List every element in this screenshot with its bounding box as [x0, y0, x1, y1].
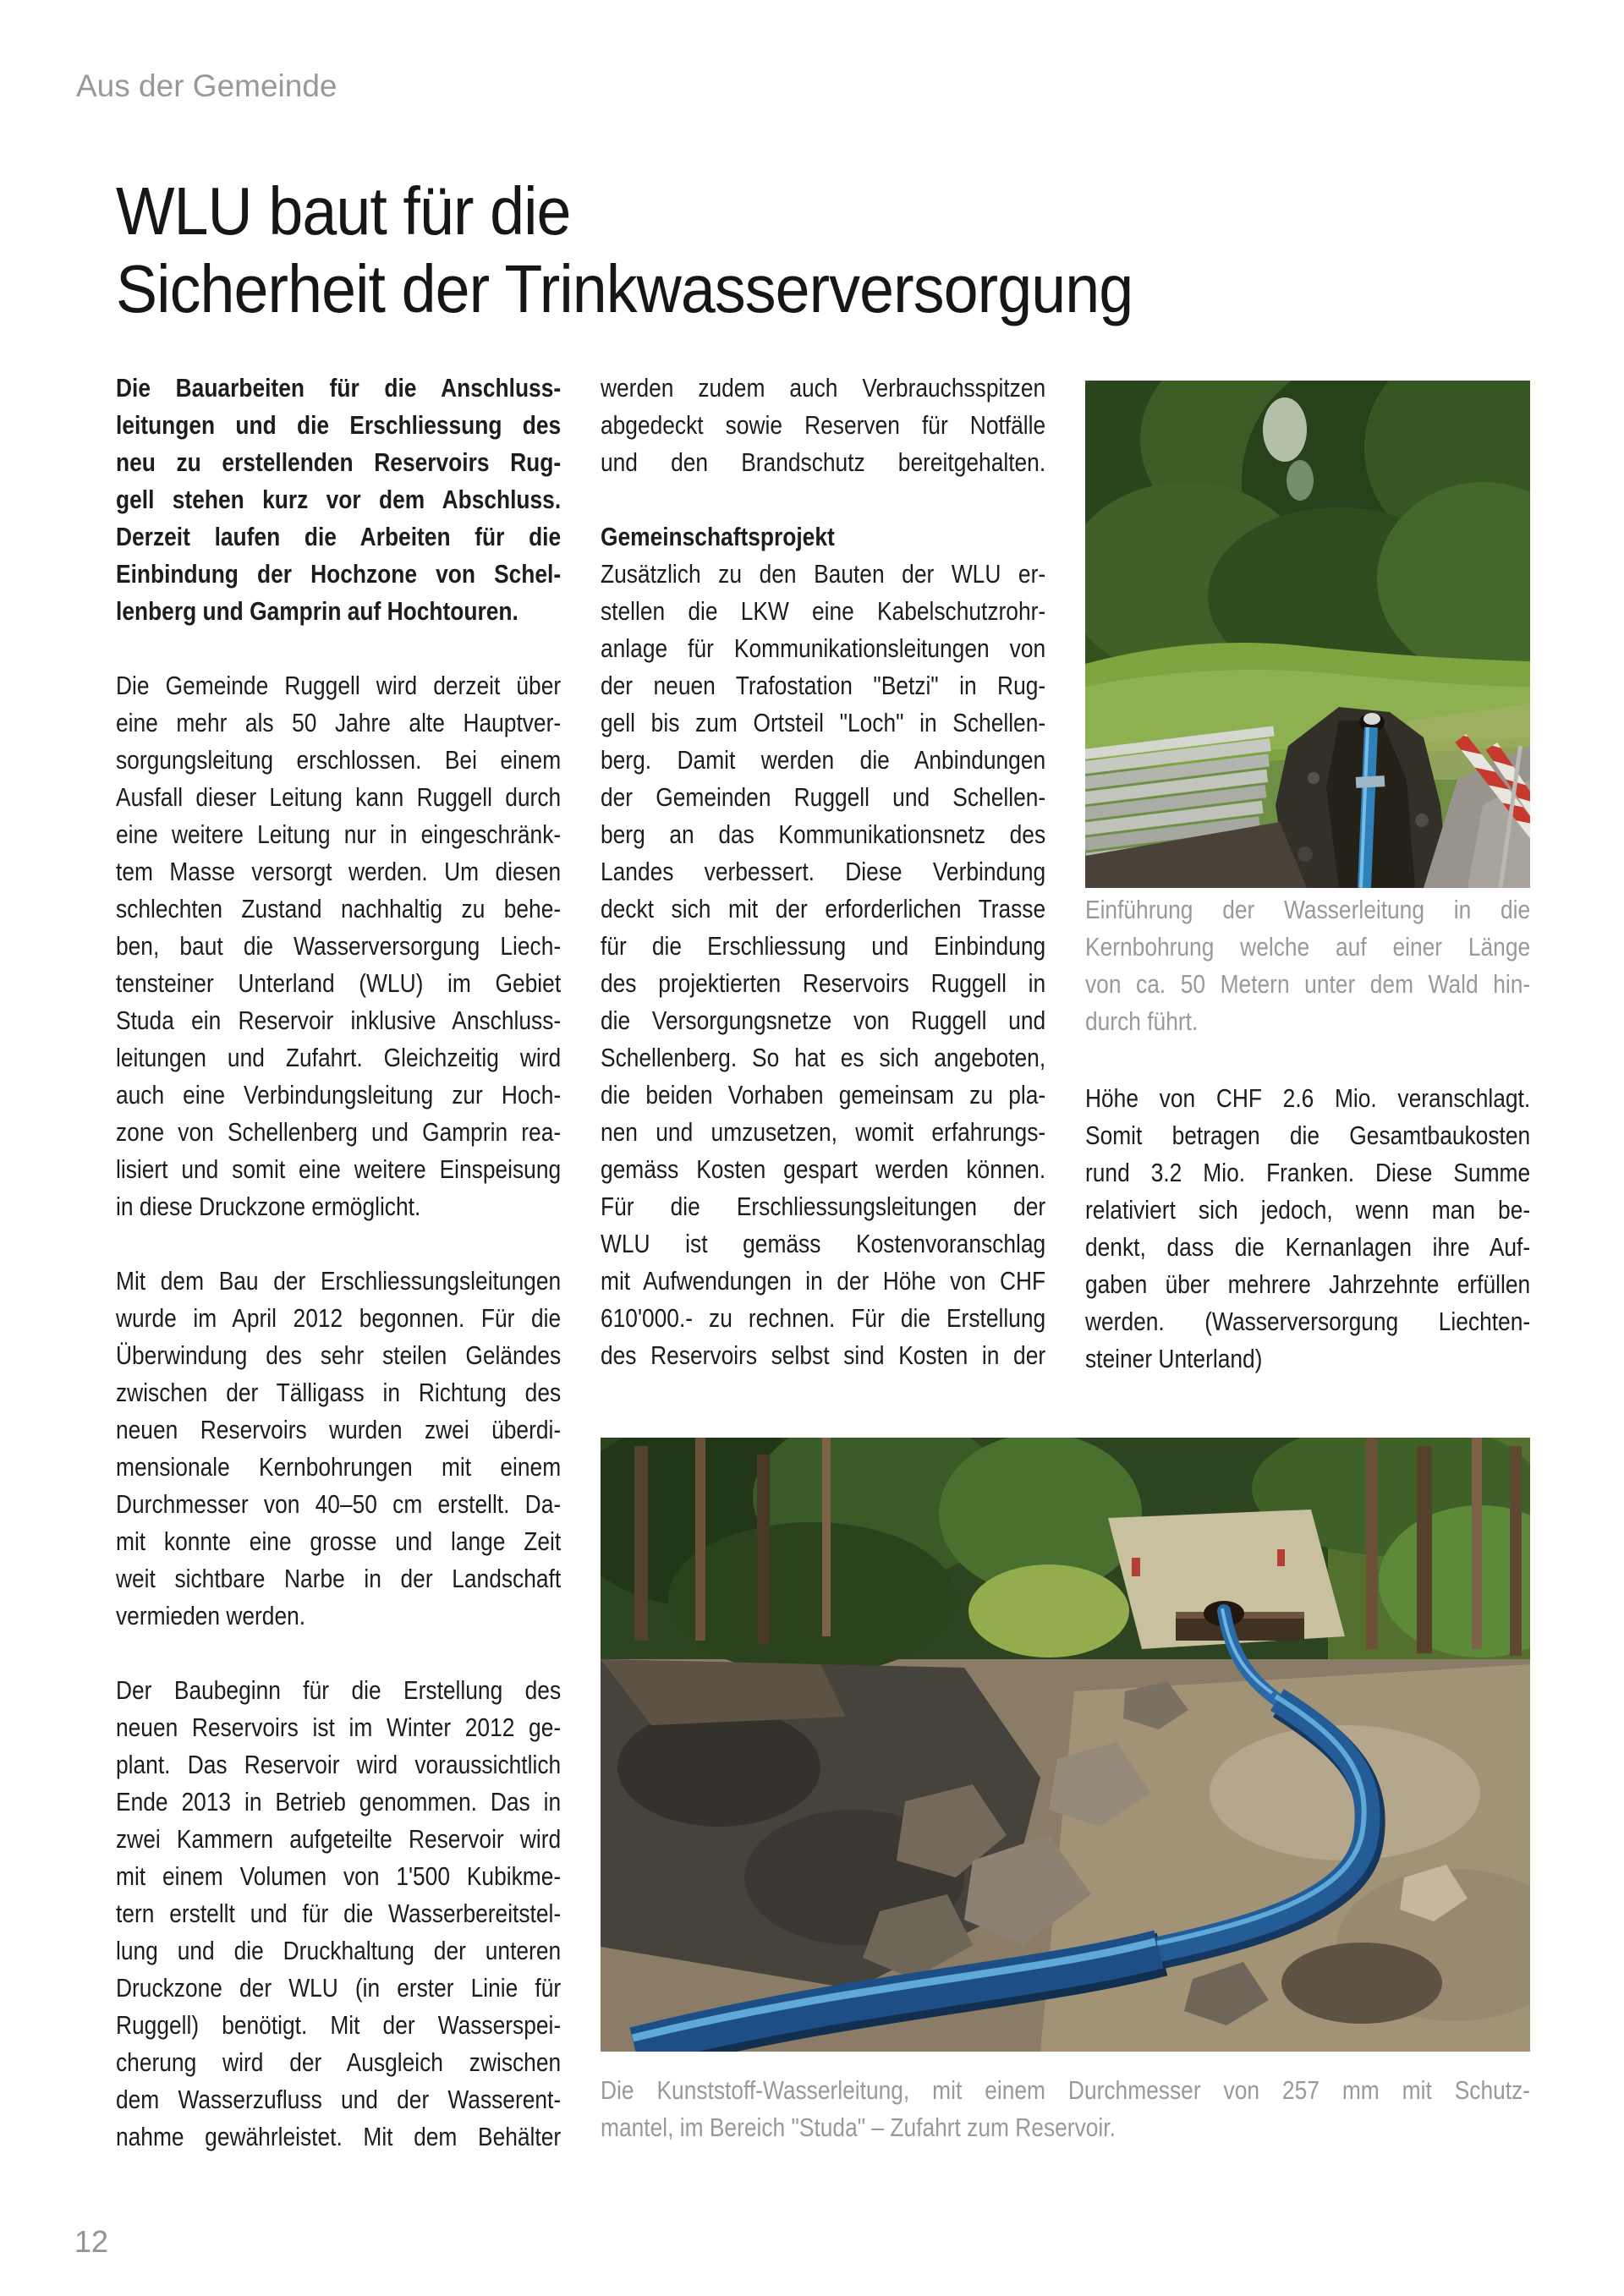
photo1-caption: [1085, 891, 1530, 1040]
text-line: denkt, dass die Kernanlagen ihre Auf-: [1085, 1232, 1531, 1262]
section-label: Aus der Gemeinde: [76, 68, 337, 103]
text-line: auch eine Verbindungsleitung zur Hoch-: [116, 1080, 562, 1110]
text-line: weit sichtbare Narbe in der Landschaft: [116, 1564, 562, 1593]
text-line: rund 3.2 Mio. Franken. Diese Summe: [1085, 1158, 1531, 1187]
text-line: Durchmesser von 40–50 cm erstellt. Da-: [116, 1489, 562, 1519]
text-line: durch führt.: [1085, 1006, 1199, 1036]
text-line: [116, 1225, 561, 1263]
text-line: zwei Kammern aufgeteilte Reservoir wird: [116, 1824, 562, 1854]
text-line: Landes verbessert. Diese Verbindung: [601, 857, 1046, 886]
text-line: in diese Druckzone ermöglicht.: [116, 1192, 421, 1221]
text-line: vermieden werden.: [116, 1601, 306, 1630]
text-line: relativiert sich jedoch, wenn man be-: [1085, 1195, 1531, 1225]
text-line: anlage für Kommunikationsleitungen von: [601, 633, 1046, 663]
photo-pipe-into-kernbohrung-graphic: [1085, 381, 1530, 888]
text-line: Studa ein Reservoir inklusive Anschluss-: [116, 1006, 562, 1035]
text-line: mantel, im Bereich "Studa" – Zufahrt zum Reservoir.: [601, 2112, 1116, 2142]
text-line: gell stehen kurz vor dem Abschluss.: [116, 485, 562, 514]
text-line: mensionale Kernbohrungen mit einem: [116, 1452, 562, 1482]
text-line: steiner Unterland): [1085, 1344, 1263, 1373]
text-line: mit konnte eine grosse und lange Zeit: [116, 1526, 562, 1556]
text-line: Ruggell) benötigt. Mit der Wasserspei-: [116, 2010, 562, 2040]
text-line: Mit dem Bau der Erschliessungsleitungen: [116, 1266, 562, 1296]
article-column-2: [601, 370, 1045, 1374]
text-line: zone von Schellenberg und Gamprin rea-: [116, 1117, 562, 1147]
text-line: stellen die LKW eine Kabelschutzrohr-: [601, 596, 1046, 626]
article-column-1: [116, 370, 561, 2156]
text-line: nen und umzusetzen, womit erfahrungs-: [601, 1117, 1046, 1147]
article-column-3: [1085, 1080, 1530, 1378]
text-line: lung und die Druckhaltung der unteren: [116, 1936, 562, 1965]
text-line: lenberg und Gamprin auf Hochtouren.: [116, 596, 518, 626]
text-line: neuen Reservoirs wurden zwei überdi-: [116, 1415, 562, 1444]
text-line: Gemeinschaftsprojekt: [601, 522, 835, 551]
photo-pipe-into-kernbohrung: [1085, 381, 1530, 888]
text-line: werden. (Wasserversorgung Liechten-: [1085, 1307, 1531, 1336]
text-line: Für die Erschliessungsleitungen der: [601, 1192, 1046, 1221]
text-line: Ausfall dieser Leitung kann Ruggell durch: [116, 782, 562, 812]
text-line: Die Gemeinde Ruggell wird derzeit über: [116, 671, 562, 700]
text-line: WLU ist gemäss Kostenvoranschlag: [601, 1229, 1046, 1258]
text-line: deckt sich mit der erforderlichen Trasse: [601, 894, 1046, 923]
text-line: gell bis zum Ortsteil "Loch" in Schellen-: [601, 708, 1046, 737]
text-line: mit einem Volumen von 1'500 Kubikme-: [116, 1861, 562, 1891]
text-line: [601, 481, 1045, 518]
text-line: Kernbohrung welche auf einer Länge: [1085, 932, 1531, 962]
text-line: berg an das Kommunikationsnetz des: [601, 819, 1046, 849]
text-line: lisiert und somit eine weitere Einspeisung: [116, 1154, 562, 1184]
text-line: Schellenberg. So hat es sich angeboten,: [601, 1043, 1046, 1072]
text-line: des projektierten Reservoirs Ruggell in: [601, 968, 1046, 998]
text-line: Zusätzlich zu den Bauten der WLU er-: [601, 559, 1046, 589]
photo-pipe-studa-graphic: [601, 1438, 1530, 2052]
text-line: cherung wird der Ausgleich zwischen: [116, 2047, 562, 2077]
text-line: [116, 1635, 561, 1672]
text-line: [116, 630, 561, 667]
text-line: wurde im April 2012 begonnen. Für die: [116, 1303, 562, 1333]
text-line: tensteiner Unterland (WLU) im Gebiet: [116, 968, 562, 998]
text-line: Der Baubeginn für die Erstellung des: [116, 1675, 562, 1705]
text-line: dem Wasserzufluss und der Wasserent-: [116, 2085, 562, 2114]
page-title: [116, 173, 1361, 328]
text-line: neuen Reservoirs ist im Winter 2012 ge-: [116, 1712, 562, 1742]
text-line: abgedeckt sowie Reserven für Notfälle: [601, 410, 1046, 440]
text-line: die Versorgungsnetze von Ruggell und: [601, 1006, 1046, 1035]
text-line: nahme gewährleistet. Mit dem Behälter: [116, 2122, 562, 2151]
text-line: schlechten Zustand nachhaltig zu behe-: [116, 894, 562, 923]
text-line: tern erstellt und für die Wasserbereitstel-: [116, 1899, 562, 1928]
page-title-line-2: Sicherheit der Trinkwasserversorgung: [116, 251, 1133, 326]
text-line: plant. Das Reservoir wird voraussichtlich: [116, 1750, 562, 1779]
text-line: Einbindung der Hochzone von Schel-: [116, 559, 562, 589]
text-line: gaben über mehrere Jahrzehnte erfüllen: [1085, 1269, 1531, 1299]
text-line: gemäss Kosten gespart werden können.: [601, 1154, 1046, 1184]
text-line: sorgungsleitung erschlossen. Bei einem: [116, 745, 562, 775]
page-title-line-1: WLU baut für die: [116, 173, 571, 249]
text-line: leitungen und die Erschliessung des: [116, 410, 562, 440]
text-line: zwischen der Tälligass in Richtung des: [116, 1378, 562, 1407]
text-line: von ca. 50 Metern unter dem Wald hin-: [1085, 969, 1531, 999]
text-line: Druckzone der WLU (in erster Linie für: [116, 1973, 562, 2003]
text-line: der neuen Trafostation "Betzi" in Rug-: [601, 671, 1046, 700]
text-line: Einführung der Wasserleitung in die: [1085, 895, 1531, 924]
text-line: und den Brandschutz bereitgehalten.: [601, 447, 1046, 477]
photo-pipe-studa: [601, 1438, 1530, 2052]
photo2-caption: [601, 2072, 1530, 2146]
text-line: die beiden Vorhaben gemeinsam zu pla-: [601, 1080, 1046, 1110]
text-line: Ende 2013 in Betrieb genommen. Das in: [116, 1787, 562, 1817]
text-line: neu zu erstellenden Reservoirs Rug-: [116, 447, 562, 477]
text-line: Höhe von CHF 2.6 Mio. veranschlagt.: [1085, 1083, 1531, 1113]
text-line: mit Aufwendungen in der Höhe von CHF: [601, 1266, 1046, 1296]
text-line: des Reservoirs selbst sind Kosten in der: [601, 1340, 1046, 1370]
text-line: eine mehr als 50 Jahre alte Hauptver-: [116, 708, 562, 737]
text-line: tem Masse versorgt werden. Um diesen: [116, 857, 562, 886]
text-line: leitungen und Zufahrt. Gleichzeitig wird: [116, 1043, 562, 1072]
text-line: werden zudem auch Verbrauchsspitzen: [601, 373, 1046, 403]
text-line: Somit betragen die Gesamtbaukosten: [1085, 1121, 1531, 1150]
page-number: 12: [74, 2224, 109, 2259]
text-line: berg. Damit werden die Anbindungen: [601, 745, 1046, 775]
text-line: Die Bauarbeiten für die Anschluss-: [116, 373, 562, 403]
text-line: Die Kunststoff-Wasserleitung, mit einem Durchmesser von 257 mm mit Schutz-: [601, 2075, 1531, 2105]
text-line: Überwindung des sehr steilen Geländes: [116, 1340, 562, 1370]
text-line: ben, baut die Wasserversorgung Liech-: [116, 931, 562, 961]
text-line: für die Erschliessung und Einbindung: [601, 931, 1046, 961]
text-line: 610'000.- zu rechnen. Für die Erstellung: [601, 1303, 1046, 1333]
text-line: eine weitere Leitung nur in eingeschränk-: [116, 819, 562, 849]
text-line: Derzeit laufen die Arbeiten für die: [116, 522, 562, 551]
text-line: der Gemeinden Ruggell und Schellen-: [601, 782, 1046, 812]
